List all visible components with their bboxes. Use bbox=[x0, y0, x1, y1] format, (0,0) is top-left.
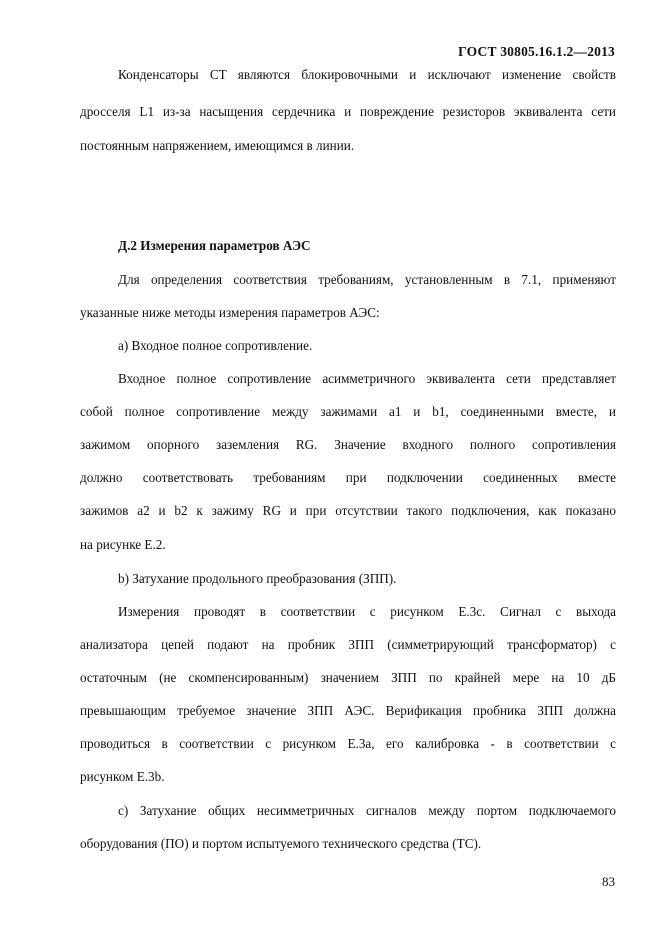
section-heading: Д.2 Измерения параметров АЭС bbox=[118, 238, 311, 253]
text-line: Измерения проводят в соответствии с рисунком Е.3с. Сигнал с выхода bbox=[118, 604, 616, 619]
list-item-a: а) Входное полное сопротивление. bbox=[118, 338, 313, 353]
text-line: остаточным (не скомпенсированным) значением ЗПП по крайней мере на 10 дБ bbox=[80, 670, 616, 685]
text-line: оборудования (ПО) и портом испытуемого технического средства (ТС). bbox=[80, 836, 482, 851]
text-line: Конденсаторы CT являются блокировочными и исключают изменение свойств bbox=[118, 67, 616, 82]
text-line: проводиться в соответствии с рисунком Е.3а, его калибровка - в соответствии с bbox=[80, 736, 616, 751]
list-item-c: с) Затухание общих несимметричных сигналов между портом подключаемого bbox=[118, 803, 616, 818]
page-number: 83 bbox=[602, 874, 615, 889]
text-line: указанные ниже методы измерения параметров АЭС: bbox=[80, 305, 380, 320]
document-header: ГОСТ 30805.16.1.2—2013 bbox=[458, 44, 615, 59]
text-line: превышающим требуемое значение ЗПП АЭС. Верификация пробника ЗПП должна bbox=[80, 703, 616, 718]
text-line: Входное полное сопротивление асимметричного эквивалента сети представляет bbox=[118, 371, 616, 386]
text-line: собой полное сопротивление между зажимами a1 и b1, соединенными вместе, и bbox=[80, 404, 616, 419]
text-line: зажимом опорного заземления RG. Значение входного полного сопротивления bbox=[80, 437, 616, 452]
text-line: дросселя L1 из-за насыщения сердечника и повреждение резисторов эквивалента сети bbox=[80, 104, 616, 119]
text-line: рисунком Е.3b. bbox=[80, 769, 165, 784]
text-line: постоянным напряжением, имеющимся в линии. bbox=[80, 138, 355, 153]
text-line: должно соответствовать требованиям при подключении соединенных вместе bbox=[80, 470, 616, 485]
text-line: зажимов a2 и b2 к зажиму RG и при отсутствии такого подключения, как показано bbox=[80, 503, 616, 518]
text-line: на рисунке Е.2. bbox=[80, 537, 166, 552]
text-line: Для определения соответствия требованиям, установленным в 7.1, применяют bbox=[118, 272, 616, 287]
list-item-b: b) Затухание продольного преобразования (ЗПП). bbox=[118, 571, 397, 586]
text-line: анализатора цепей подают на пробник ЗПП (симметрирующий трансформатор) с bbox=[80, 637, 616, 652]
